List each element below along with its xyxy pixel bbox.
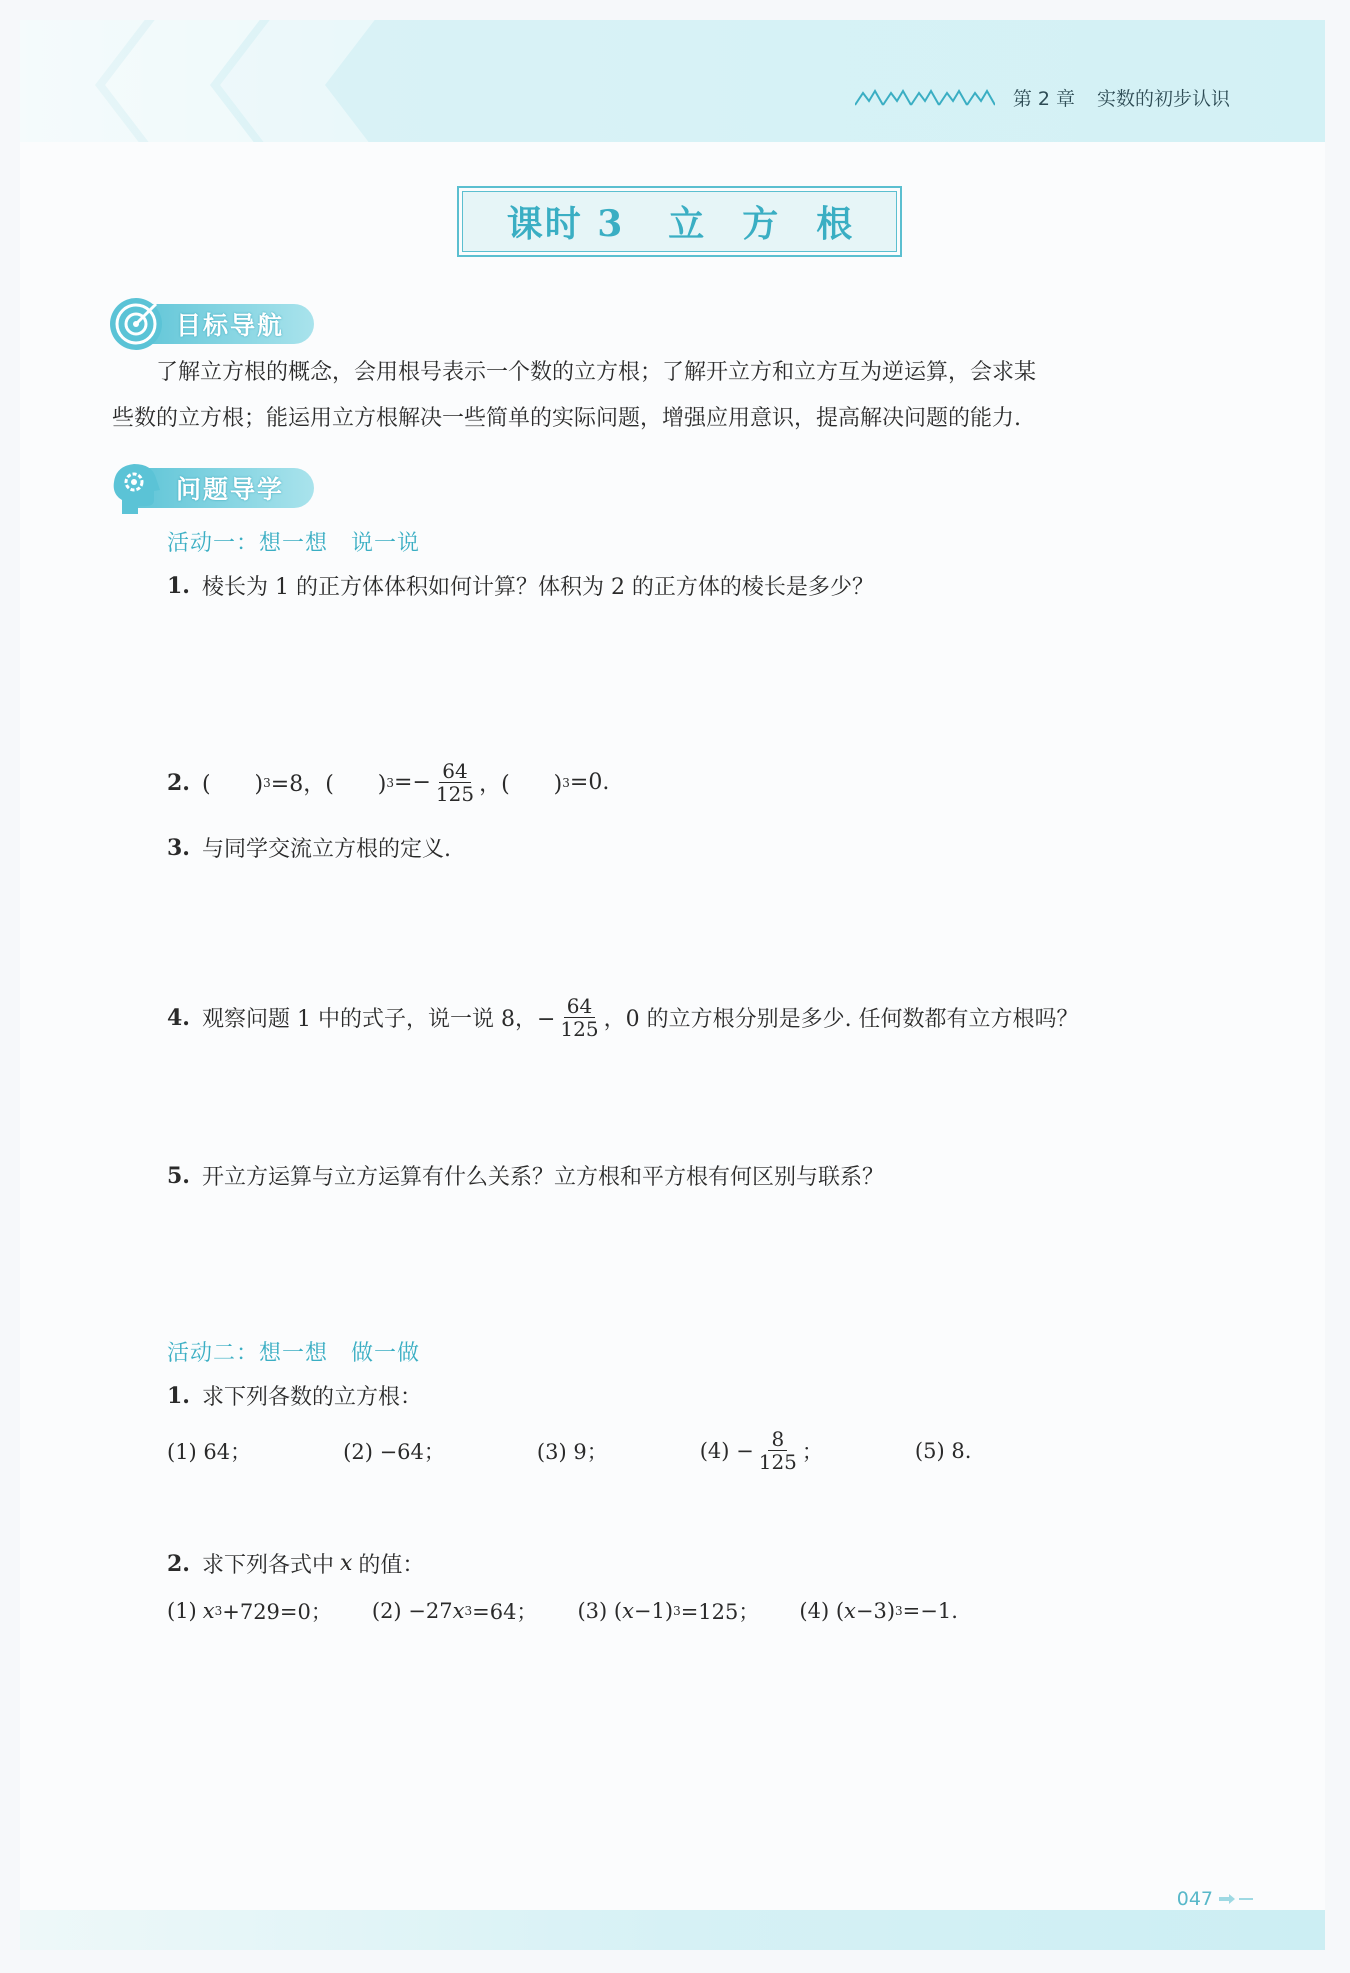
fraction: $\frac{64}{125}$ (435, 759, 475, 806)
activity-2-question-2-items: (1) x 3 +729=0； (2) −27 x 3 =64； (3) ( x −1) 3 =125； (4) ( x −3) 3 =−1. (167, 1599, 958, 1624)
lesson-number: 课时 3 (506, 203, 625, 245)
activity-1-question-4: 4. 观察问题 1 中的式子，说一说 8，− $\frac{64}{125}$ ，0 的立方根分别是多少. 任何数都有立方根吗？ (167, 994, 1079, 1041)
activity-2-question-1-items: (1) 64； (2) −64； (3) 9； (4) − $\frac{8}{125}$ ； (5) 8. (167, 1427, 972, 1474)
activity-1-question-1: 1. 棱长为 1 的正方体体积如何计算？体积为 2 的正方体的棱长是多少？ (167, 570, 874, 601)
question-text: 求下列各数的立方根： (201, 1385, 422, 1410)
mountain-pattern-icon (855, 89, 995, 107)
goal-section-tag (108, 296, 314, 352)
activity-1-question-5: 5. 开立方运算与立方运算有什么关系？立方根和平方根有何区别与联系？ (167, 1160, 884, 1191)
goal-section-label: 目标导航 (124, 304, 314, 344)
goal-line-1: 了解立方根的概念，会用根号表示一个数的立方根；了解开立方和立方互为逆运算，会求某 (156, 360, 1037, 385)
chapter-number: 第 2 章 (1012, 88, 1075, 110)
question-text: 与同学交流立方根的定义. (201, 837, 451, 862)
guide-section-label: 问题导学 (124, 468, 314, 508)
activity-2-title: 活动二：想一想 做一做 (167, 1341, 421, 1366)
page-number: 047 (1177, 1888, 1255, 1910)
activity-1-question-3: 3. 与同学交流立方根的定义. (167, 832, 451, 863)
fraction: $\frac{64}{125}$ (560, 994, 599, 1041)
question-text: 棱长为 1 的正方体体积如何计算？体积为 2 的正方体的棱长是多少？ (201, 575, 874, 600)
head-gear-icon (108, 460, 164, 516)
page (20, 20, 1325, 1950)
chapter-title: 实数的初步认识 (1096, 88, 1230, 110)
activity-1-question-2: 2. ( ) 3 =8，( ) 3 =− $\frac{64}{125}$ ，( ) 3 =0. (167, 759, 610, 806)
target-icon (108, 296, 164, 352)
chevron-decoration-icon (20, 20, 540, 142)
header-band (20, 20, 1325, 142)
activity-1-title: 活动一：想一想 说一说 (167, 531, 421, 556)
lesson-title-box (457, 186, 902, 257)
footer-band (20, 1910, 1325, 1950)
arrow-right-icon (1219, 1893, 1255, 1905)
header-breadcrumb (855, 84, 1230, 111)
activity-2-question-1: 1. 求下列各数的立方根： (167, 1380, 422, 1411)
goal-line-2: 些数的立方根；能运用立方根解决一些简单的实际问题，增强应用意识，提高解决问题的能力. (112, 406, 1021, 431)
goal-paragraph (112, 350, 1262, 442)
activity-2-question-2: 2. 求下列各式中 x 的值： (167, 1550, 425, 1578)
lesson-name: 立方根 (668, 203, 891, 245)
question-text: 开立方运算与立方运算有什么关系？立方根和平方根有何区别与联系？ (201, 1165, 884, 1190)
fraction: $\frac{8}{125}$ (758, 1427, 797, 1474)
guide-section-tag (108, 460, 314, 516)
